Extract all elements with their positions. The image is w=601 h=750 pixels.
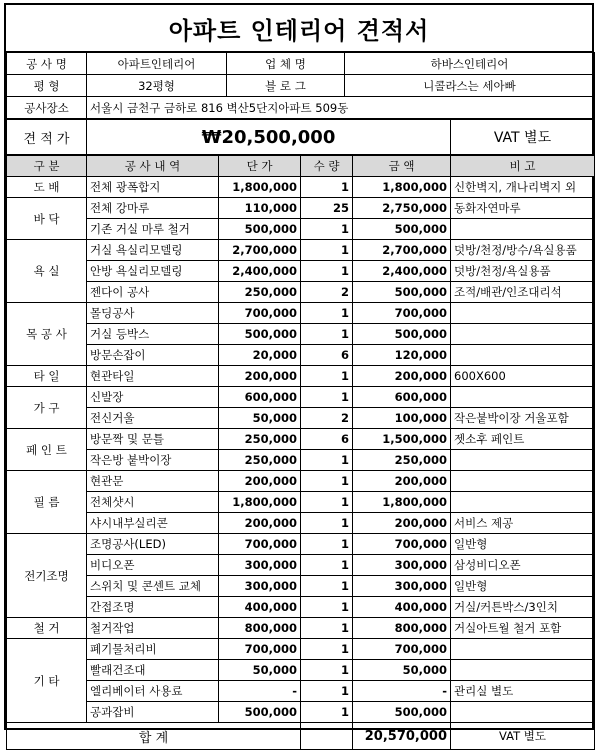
table-row (7, 429, 595, 450)
note-cell: 일반형 (451, 576, 595, 597)
amount-cell: 800,000 (353, 618, 451, 639)
note-cell: 일반형 (451, 534, 595, 555)
header-note: 비 고 (451, 156, 595, 177)
price-cell: 400,000 (219, 597, 301, 618)
info-row-site (7, 97, 595, 119)
category-cell: 욕 실 (7, 240, 87, 303)
note-cell: 젯소후 페인트 (451, 429, 595, 450)
price-cell: 250,000 (219, 429, 301, 450)
amount-cell: 200,000 (353, 471, 451, 492)
note-cell (451, 324, 595, 345)
header-category: 구 분 (7, 156, 87, 177)
amount-cell: 300,000 (353, 576, 451, 597)
table-row (7, 387, 595, 408)
amount-cell: 100,000 (353, 408, 451, 429)
price-cell: 700,000 (219, 534, 301, 555)
price-cell: 500,000 (219, 702, 301, 723)
site-label: 공사장소 (7, 97, 87, 119)
note-cell (451, 303, 595, 324)
price-cell: 50,000 (219, 660, 301, 681)
item-cell: 전신거울 (87, 408, 219, 429)
qty-cell: 1 (301, 303, 353, 324)
item-cell: 거실 등박스 (87, 324, 219, 345)
category-cell: 필 름 (7, 471, 87, 534)
price-cell: 250,000 (219, 450, 301, 471)
table-row (7, 324, 595, 345)
estimate-label: 견 적 가 (7, 120, 87, 155)
note-cell: 삼성비디오폰 (451, 555, 595, 576)
table-row (7, 408, 595, 429)
company-label: 업 체 명 (227, 53, 345, 75)
qty-cell: 1 (301, 534, 353, 555)
table-row (7, 492, 595, 513)
item-cell: 현관문 (87, 471, 219, 492)
area-label: 평 형 (7, 75, 87, 97)
qty-cell: 1 (301, 576, 353, 597)
item-cell: 안방 욕실리모델링 (87, 261, 219, 282)
price-cell: 200,000 (219, 513, 301, 534)
price-cell: 600,000 (219, 387, 301, 408)
note-cell (451, 450, 595, 471)
price-cell: 500,000 (219, 219, 301, 240)
qty-cell: 1 (301, 513, 353, 534)
blog-value: 니콜라스는 세아빠 (345, 75, 595, 97)
item-cell: 기존 거실 마루 철거 (87, 219, 219, 240)
price-cell: 250,000 (219, 282, 301, 303)
qty-cell: 1 (301, 681, 353, 702)
amount-cell: 1,500,000 (353, 429, 451, 450)
item-cell: 샤시내부실리콘 (87, 513, 219, 534)
price-cell: 2,400,000 (219, 261, 301, 282)
amount-cell: - (353, 681, 451, 702)
item-cell: 방문손잡이 (87, 345, 219, 366)
item-cell: 엘리베이터 사용료 (87, 681, 219, 702)
amount-cell: 120,000 (353, 345, 451, 366)
note-cell: 관리실 별도 (451, 681, 595, 702)
item-cell: 방문짝 및 문틀 (87, 429, 219, 450)
qty-cell: 1 (301, 387, 353, 408)
amount-cell: 600,000 (353, 387, 451, 408)
info-row-area (7, 75, 595, 97)
qty-cell: 1 (301, 618, 353, 639)
qty-cell: 1 (301, 555, 353, 576)
total-spacer (301, 723, 353, 750)
item-cell: 전체샷시 (87, 492, 219, 513)
items-table (6, 155, 595, 750)
amount-cell: 2,700,000 (353, 240, 451, 261)
note-cell: 덧방/천정/방수/욕실용품 (451, 240, 595, 261)
category-cell: 전기조명 (7, 534, 87, 618)
qty-cell: 2 (301, 408, 353, 429)
amount-cell: 700,000 (353, 534, 451, 555)
table-row (7, 177, 595, 198)
amount-cell: 400,000 (353, 597, 451, 618)
table-row (7, 219, 595, 240)
area-value: 32평형 (87, 75, 227, 97)
note-cell (451, 492, 595, 513)
note-cell (451, 471, 595, 492)
table-row (7, 618, 595, 639)
note-cell (451, 387, 595, 408)
header-qty: 수 량 (301, 156, 353, 177)
table-row (7, 198, 595, 219)
header-price: 단 가 (219, 156, 301, 177)
note-cell: 거실/커튼박스/3인치 (451, 597, 595, 618)
price-cell: 200,000 (219, 366, 301, 387)
price-cell: 1,800,000 (219, 177, 301, 198)
category-cell: 기 타 (7, 639, 87, 723)
category-cell: 철 거 (7, 618, 87, 639)
qty-cell: 1 (301, 366, 353, 387)
item-cell: 조명공사(LED) (87, 534, 219, 555)
note-cell: 거실아트월 철거 포함 (451, 618, 595, 639)
project-value: 아파트인테리어 (87, 53, 227, 75)
price-cell: 500,000 (219, 324, 301, 345)
qty-cell: 1 (301, 597, 353, 618)
table-row (7, 282, 595, 303)
info-row-project (7, 53, 595, 75)
table-row (7, 597, 595, 618)
price-cell: - (219, 681, 301, 702)
note-cell: 600X600 (451, 366, 595, 387)
amount-cell: 500,000 (353, 324, 451, 345)
category-cell: 바 닥 (7, 198, 87, 240)
category-cell: 목 공 사 (7, 303, 87, 366)
header-item: 공 사 내 역 (87, 156, 219, 177)
qty-cell: 2 (301, 282, 353, 303)
qty-cell: 25 (301, 198, 353, 219)
qty-cell: 1 (301, 450, 353, 471)
table-row (7, 303, 595, 324)
table-row (7, 702, 595, 723)
info-table (6, 52, 595, 119)
amount-cell: 500,000 (353, 702, 451, 723)
item-cell: 전체 강마루 (87, 198, 219, 219)
total-row (7, 723, 595, 750)
item-cell: 작은방 붙박이장 (87, 450, 219, 471)
note-cell: 덧방/천정/욕실용품 (451, 261, 595, 282)
amount-cell: 200,000 (353, 513, 451, 534)
amount-cell: 2,750,000 (353, 198, 451, 219)
table-row (7, 639, 595, 660)
total-vat: VAT 별도 (451, 723, 595, 750)
qty-cell: 1 (301, 471, 353, 492)
blog-label: 블 로 그 (227, 75, 345, 97)
qty-cell: 1 (301, 660, 353, 681)
qty-cell: 6 (301, 429, 353, 450)
table-row (7, 555, 595, 576)
category-cell: 타 일 (7, 366, 87, 387)
price-cell: 700,000 (219, 303, 301, 324)
qty-cell: 6 (301, 345, 353, 366)
table-row (7, 513, 595, 534)
note-cell (451, 345, 595, 366)
document-title: 아파트 인테리어 견적서 (6, 5, 592, 52)
item-cell: 폐기물처리비 (87, 639, 219, 660)
price-cell: 20,000 (219, 345, 301, 366)
table-header (7, 156, 595, 177)
price-cell: 1,800,000 (219, 492, 301, 513)
company-value: 하바스인테리어 (345, 53, 595, 75)
price-cell: 200,000 (219, 471, 301, 492)
project-label: 공 사 명 (7, 53, 87, 75)
note-cell (451, 702, 595, 723)
item-cell: 현관타일 (87, 366, 219, 387)
qty-cell: 1 (301, 177, 353, 198)
item-cell: 젠다이 공사 (87, 282, 219, 303)
price-cell: 50,000 (219, 408, 301, 429)
category-cell: 도 배 (7, 177, 87, 198)
item-cell: 빨래건조대 (87, 660, 219, 681)
note-cell (451, 660, 595, 681)
table-row (7, 660, 595, 681)
price-cell: 300,000 (219, 576, 301, 597)
price-cell: 800,000 (219, 618, 301, 639)
note-cell: 조적/배관/인조대리석 (451, 282, 595, 303)
qty-cell: 1 (301, 219, 353, 240)
item-cell: 몰딩공사 (87, 303, 219, 324)
note-cell: 서비스 제공 (451, 513, 595, 534)
amount-cell: 50,000 (353, 660, 451, 681)
amount-cell: 700,000 (353, 639, 451, 660)
estimate-sheet (4, 3, 594, 746)
estimate-vat: VAT 별도 (451, 120, 595, 155)
amount-cell: 300,000 (353, 555, 451, 576)
note-cell: 작은붙박이장 거울포함 (451, 408, 595, 429)
amount-cell: 700,000 (353, 303, 451, 324)
estimate-table (6, 119, 595, 155)
header-amount: 금 액 (353, 156, 451, 177)
estimate-row (7, 120, 595, 155)
amount-cell: 500,000 (353, 219, 451, 240)
note-cell (451, 219, 595, 240)
note-cell: 동화자연마루 (451, 198, 595, 219)
table-row (7, 534, 595, 555)
amount-cell: 1,800,000 (353, 492, 451, 513)
table-row (7, 471, 595, 492)
amount-cell: 1,800,000 (353, 177, 451, 198)
category-cell: 가 구 (7, 387, 87, 429)
qty-cell: 1 (301, 261, 353, 282)
table-row (7, 576, 595, 597)
amount-cell: 2,400,000 (353, 261, 451, 282)
qty-cell: 1 (301, 324, 353, 345)
table-row (7, 366, 595, 387)
note-cell: 신한벽지, 개나리벽지 외 (451, 177, 595, 198)
table-row (7, 450, 595, 471)
item-cell: 철거작업 (87, 618, 219, 639)
price-cell: 2,700,000 (219, 240, 301, 261)
total-label: 합 계 (7, 723, 301, 750)
item-cell: 비디오폰 (87, 555, 219, 576)
qty-cell: 1 (301, 639, 353, 660)
total-amount: 20,570,000 (353, 723, 451, 750)
price-cell: 700,000 (219, 639, 301, 660)
qty-cell: 1 (301, 492, 353, 513)
site-value: 서울시 금천구 금하로 816 벽산5단지아파트 509동 (87, 97, 595, 119)
item-cell: 전체 광폭합지 (87, 177, 219, 198)
price-cell: 110,000 (219, 198, 301, 219)
table-row (7, 681, 595, 702)
table-row (7, 261, 595, 282)
item-cell: 스위치 및 콘센트 교체 (87, 576, 219, 597)
item-cell: 공과잡비 (87, 702, 219, 723)
price-cell: 300,000 (219, 555, 301, 576)
amount-cell: 200,000 (353, 366, 451, 387)
estimate-value: ₩20,500,000 (87, 120, 451, 155)
item-cell: 간접조명 (87, 597, 219, 618)
note-cell (451, 639, 595, 660)
items-body (7, 177, 595, 723)
item-cell: 거실 욕실리모델링 (87, 240, 219, 261)
amount-cell: 250,000 (353, 450, 451, 471)
amount-cell: 500,000 (353, 282, 451, 303)
table-row (7, 240, 595, 261)
qty-cell: 1 (301, 240, 353, 261)
item-cell: 신발장 (87, 387, 219, 408)
table-row (7, 345, 595, 366)
qty-cell: 1 (301, 702, 353, 723)
category-cell: 페 인 트 (7, 429, 87, 471)
